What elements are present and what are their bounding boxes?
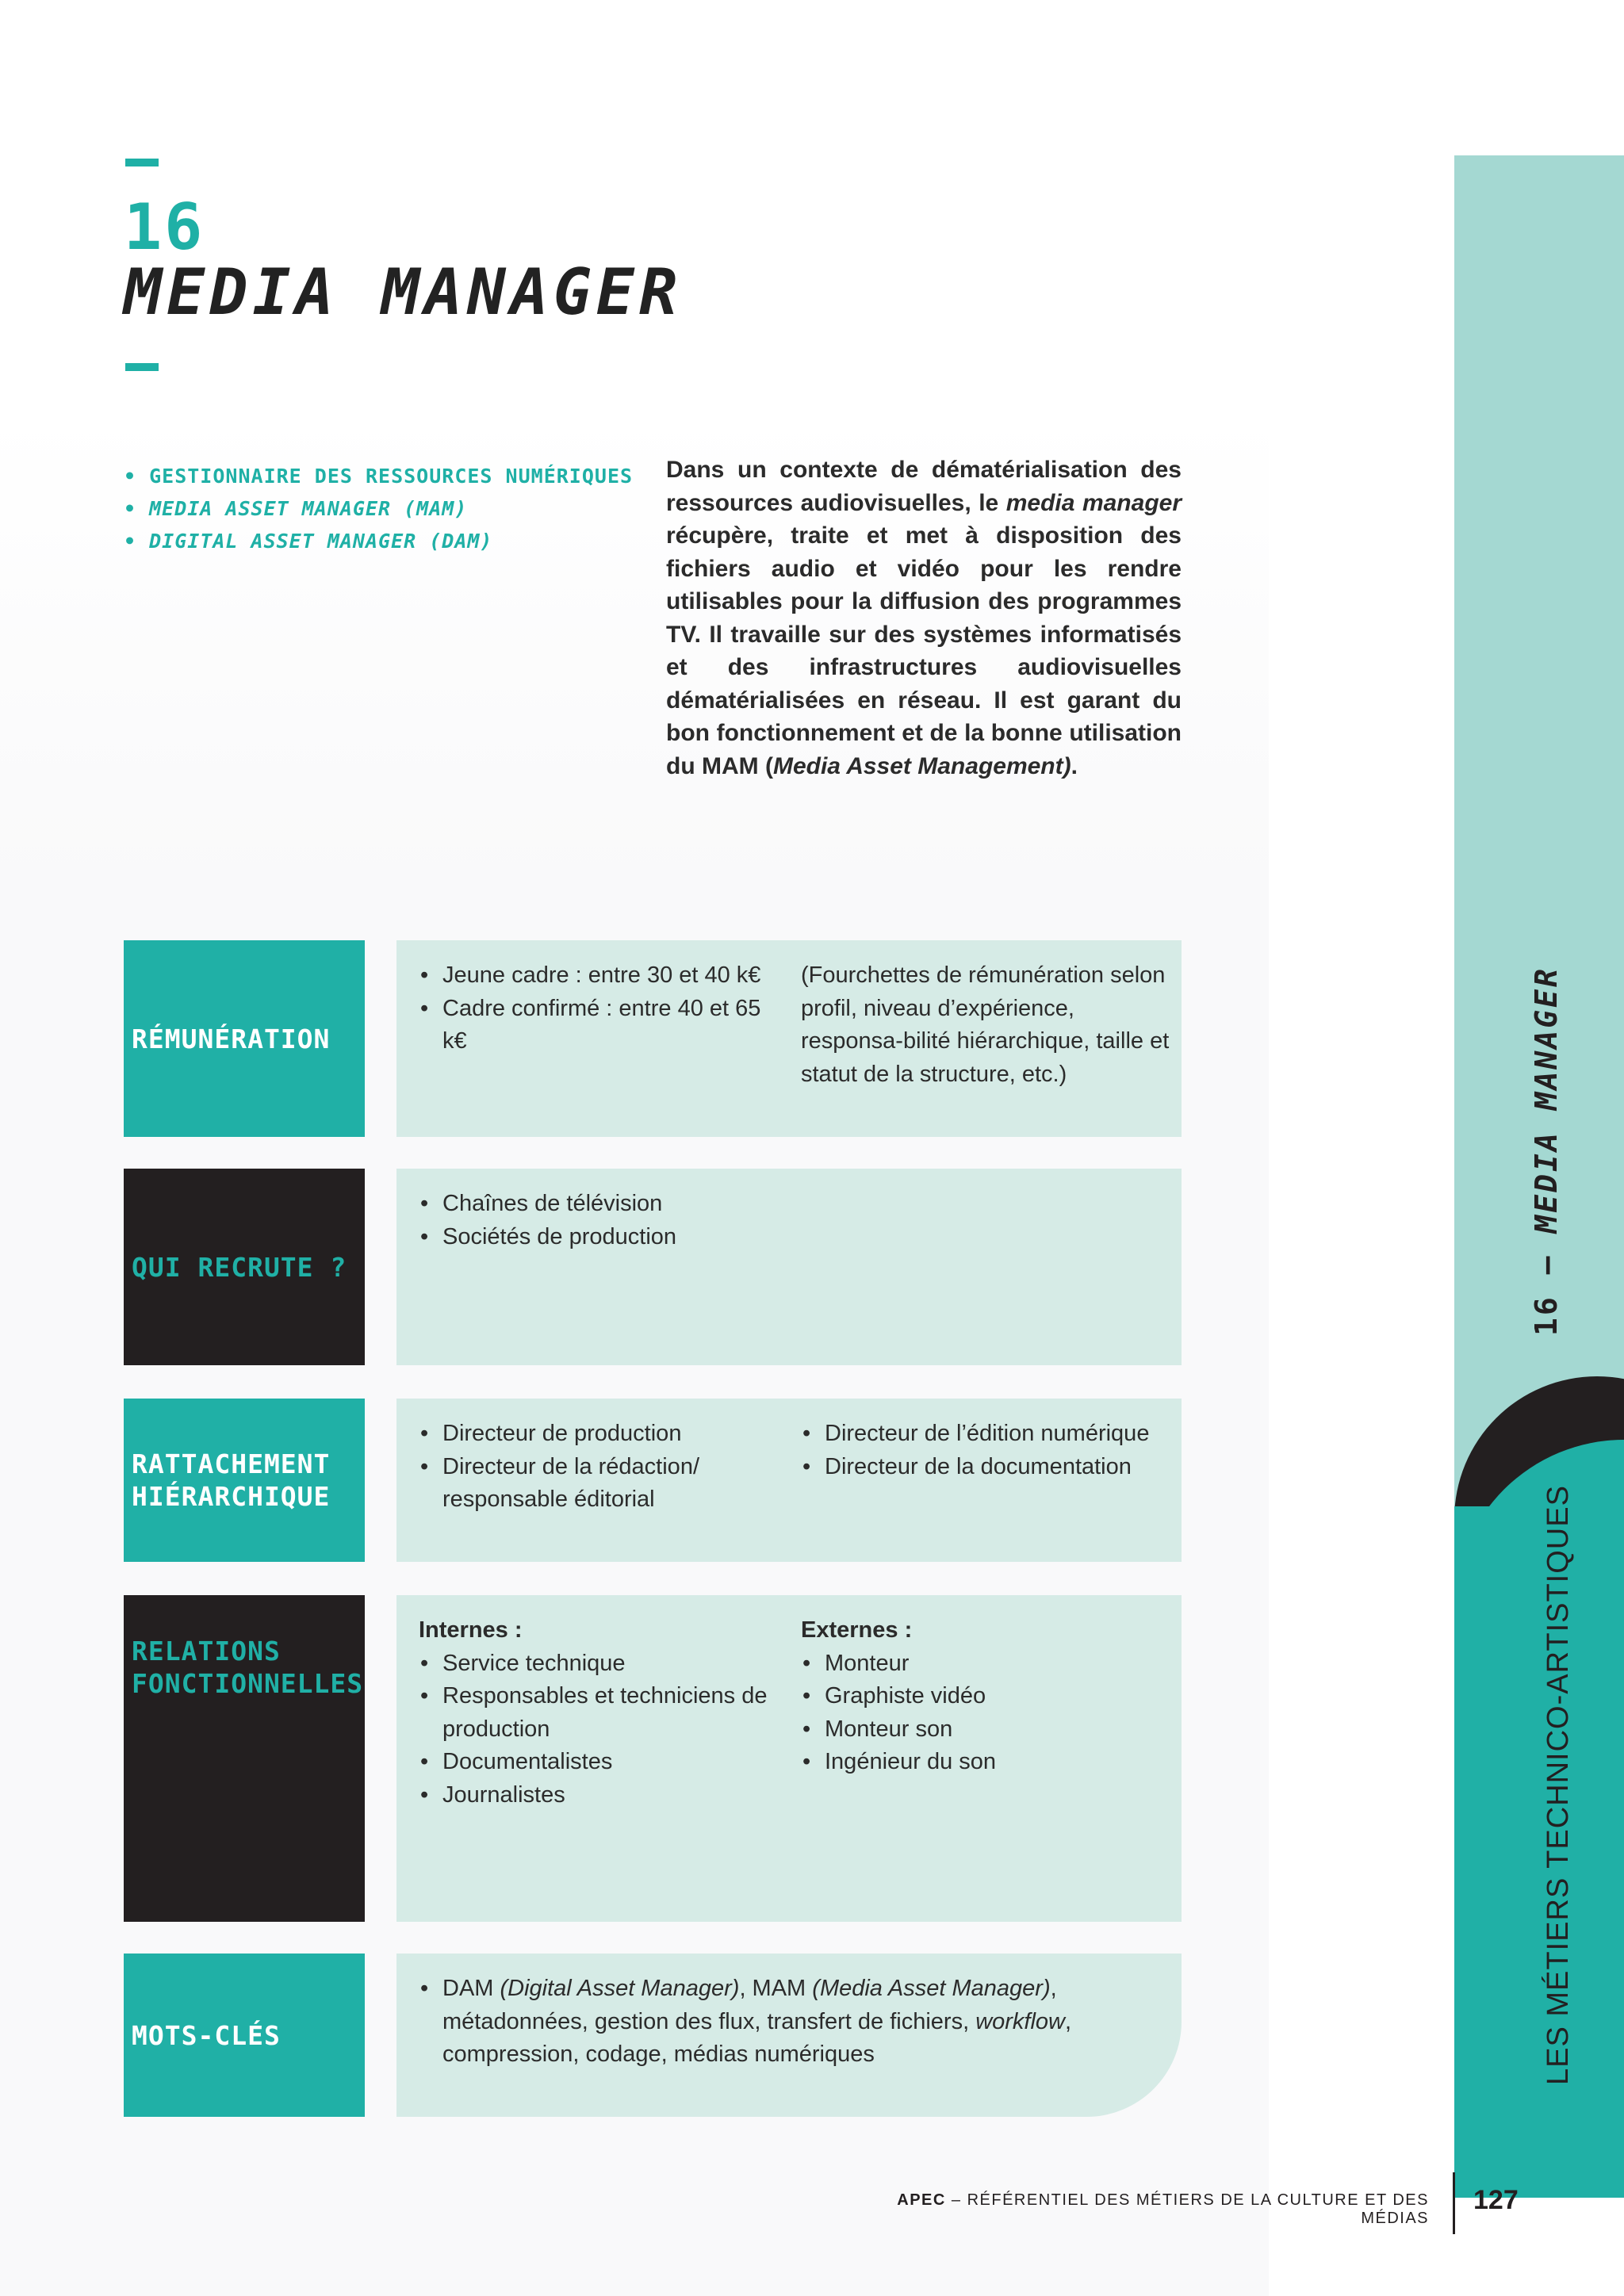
section-content [396, 1595, 1182, 1922]
list-item: • Directeur de l’édition numérique [801, 1418, 1182, 1451]
section-qui-recrute [124, 1169, 1182, 1365]
section-mots-cles [124, 1954, 1182, 2117]
section-label: MOTS-CLÉS [124, 1954, 365, 2117]
section-content [396, 1954, 1182, 2117]
list-item: • Directeur de la documentation [801, 1451, 1182, 1484]
footer-rule [1453, 2172, 1455, 2234]
list-item: • Ingénieur du son [801, 1746, 1182, 1779]
sidebar-section-label: LES MÉTIERS TECHNICO-ARTISTIQUES [1542, 1485, 1575, 2085]
section-label: RELATIONS FONCTIONNELLES [124, 1595, 365, 1922]
job-aliases [124, 460, 633, 557]
section-content [396, 1399, 1182, 1562]
page-number: 127 [1473, 2185, 1519, 2215]
list-item: • Service technique [419, 1647, 768, 1681]
list-item: • Jeune cadre : entre 30 et 40 k€ [419, 959, 783, 993]
section-label: RÉMUNÉRATION [124, 940, 365, 1137]
list-item: • Graphiste vidéo [801, 1680, 1182, 1713]
externes-heading: Externes : [801, 1617, 913, 1643]
list-item: • Directeur de la rédaction/ responsable éditorial [419, 1451, 728, 1517]
bottom-dash [125, 363, 159, 371]
list-item: • Directeur de production [419, 1418, 768, 1451]
section-rattachement [124, 1399, 1182, 1562]
list-item: • Responsables et techniciens de production [419, 1680, 768, 1746]
section-content [396, 1169, 1182, 1365]
section-label: QUI RECRUTE ? [124, 1169, 365, 1365]
internes-heading: Internes : [419, 1617, 523, 1643]
list-item: • Cadre confirmé : entre 40 et 65 k€ [419, 993, 783, 1058]
list-item: • Sociétés de production [419, 1221, 1132, 1254]
alias-item: • DIGITAL ASSET MANAGER (DAM) [124, 530, 493, 553]
footer-text: APEC – RÉFÉRENTIEL DES MÉTIERS DE LA CULTURE ET DES MÉDIAS [897, 2191, 1429, 2227]
job-title: MEDIA MANAGER [124, 255, 683, 329]
top-dash [125, 159, 159, 166]
sidebar-job-label: 16 – MEDIA MANAGER [1529, 966, 1564, 1336]
section-label: RATTACHEMENT HIÉRARCHIQUE [124, 1399, 365, 1562]
list-item: • Documentalistes [419, 1746, 768, 1779]
remuneration-note: (Fourchettes de rémunération selon profil, niveau d’expérience, responsa-bilité hiérarchique, taille et statut de la structure, etc.) [801, 962, 1170, 1087]
section-content [396, 940, 1182, 1137]
sidebar-bottom-fill [1454, 1506, 1624, 2198]
alias-item: • MEDIA ASSET MANAGER (MAM) [124, 497, 468, 520]
job-number: 16 [124, 190, 205, 264]
keywords-text: • DAM (Digital Asset Manager), MAM (Media Asset Manager), métadonnées, gestion des flux, transfert de fichiers, workflow, compression, codage, médias numériques [419, 1973, 1101, 2072]
list-item: • Monteur son [801, 1713, 1182, 1747]
section-remuneration [124, 940, 1182, 1137]
list-item: • Chaînes de télévision [419, 1188, 1132, 1221]
list-item: • Monteur [801, 1647, 1182, 1681]
alias-item: • GESTIONNAIRE DES RESSOURCES NUMÉRIQUES [124, 465, 634, 488]
list-item: • Journalistes [419, 1779, 768, 1812]
job-intro: Dans un contexte de dématérialisation des ressources audiovisuelles, le media manager récupère, traite et met à disposition des fichiers audio et vidéo pour les rendre utilisables pour la diffusion des programmes TV. Il travaille sur des systèmes informatisés et des infrastructures audiovisuelles dématérialisées en réseau. Il est garant du bon fonctionnement et de la bonne utilisation du MAM (Media Asset Management). [666, 457, 1182, 779]
section-relations [124, 1595, 1182, 1922]
